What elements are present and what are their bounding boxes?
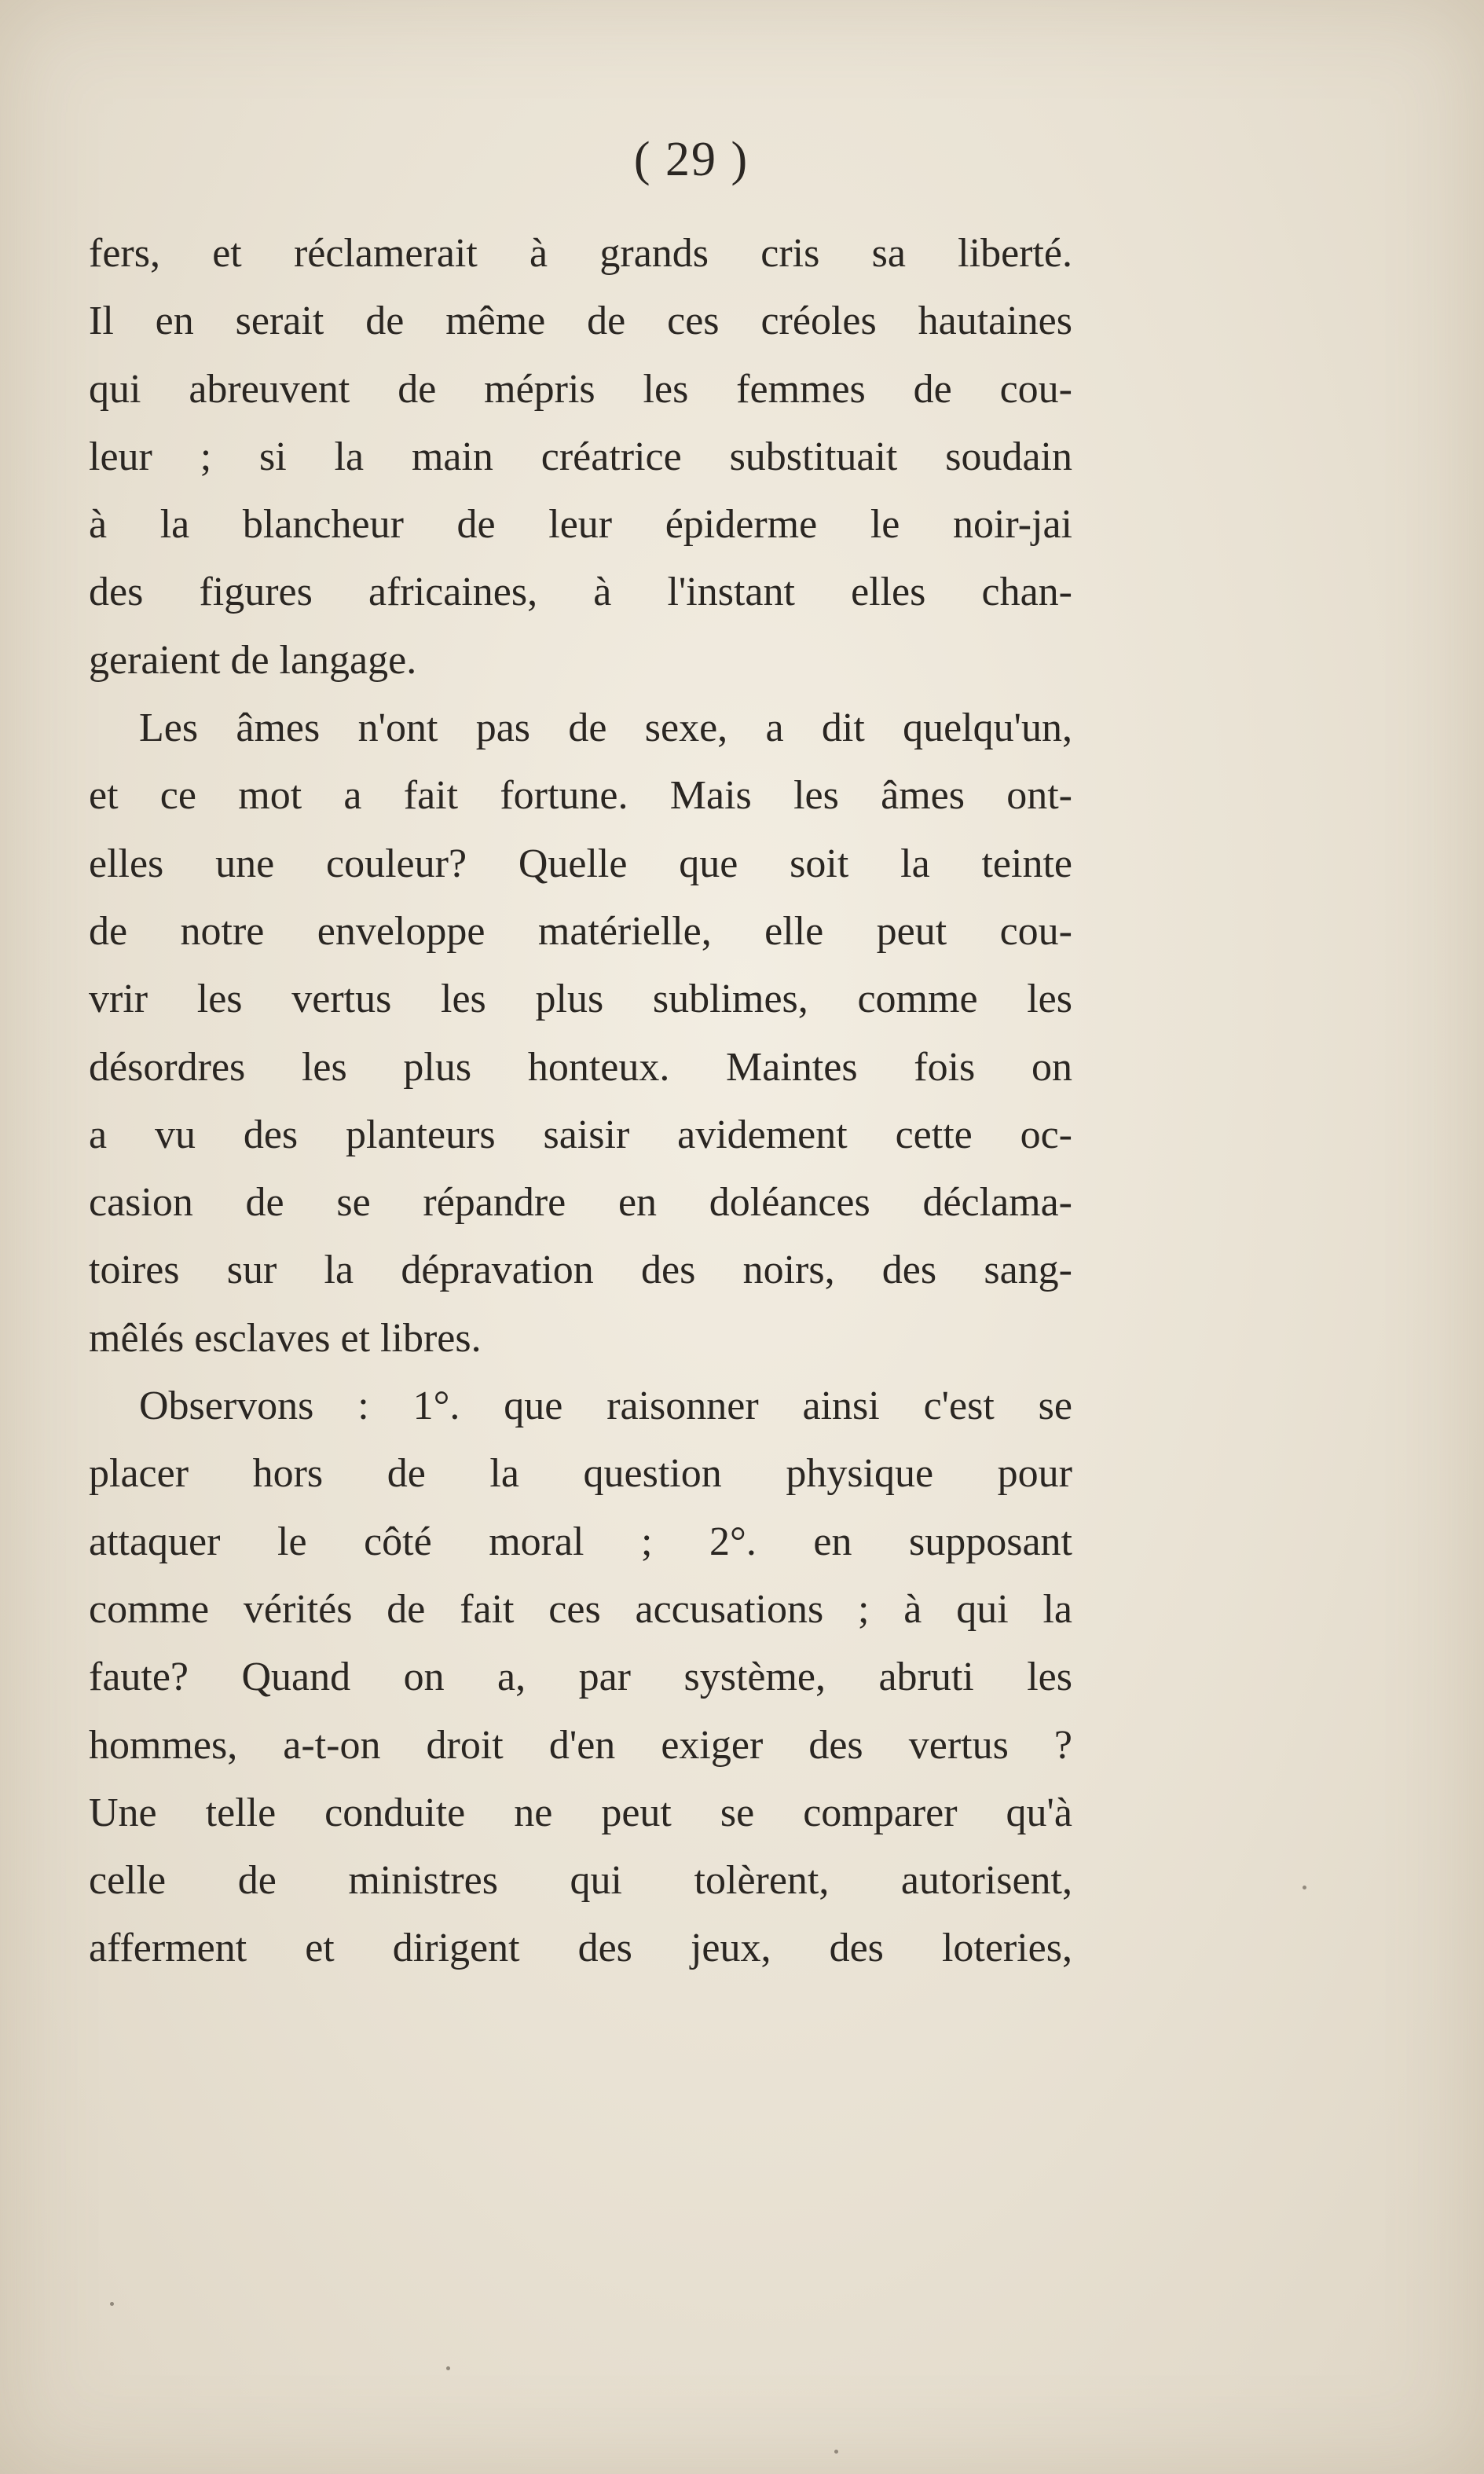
text-line: mêlés esclaves et libres. bbox=[89, 1315, 482, 1361]
text-line: des figures africaines, à l'instant elles chan- bbox=[89, 570, 1072, 615]
body-text bbox=[89, 220, 1072, 1983]
text-line: elles une couleur? Quelle que soit la teinte bbox=[89, 841, 1072, 886]
text-line: comme vérités de fait ces accusations ; à qui la bbox=[89, 1586, 1072, 1632]
text-line: vrir les vertus les plus sublimes, comme les bbox=[89, 977, 1072, 1022]
paper-speck bbox=[110, 2302, 114, 2306]
text-line: à la blancheur de leur épiderme le noir-jai bbox=[89, 502, 1072, 548]
text-line: geraient de langage. bbox=[89, 637, 417, 683]
text-line: de notre enveloppe matérielle, elle peut cou- bbox=[89, 908, 1072, 954]
paragraph-start-line: Les âmes n'ont pas de sexe, a dit quelqu'un, bbox=[139, 706, 1072, 751]
text-line: Une telle conduite ne peut se comparer qu'à bbox=[89, 1790, 1072, 1835]
paper-speck bbox=[446, 2366, 450, 2370]
text-line: faute? Quand on a, par système, abruti les bbox=[89, 1655, 1072, 1700]
text-line: placer hors de la question physique pour bbox=[89, 1451, 1072, 1497]
text-line: celle de ministres qui tolèrent, autorisent, bbox=[89, 1858, 1072, 1904]
text-line: toires sur la dépravation des noirs, des sang- bbox=[89, 1248, 1072, 1293]
text-line: a vu des planteurs saisir avidement cette oc- bbox=[89, 1112, 1072, 1157]
paper-speck bbox=[834, 2450, 838, 2454]
text-line: hommes, a-t-on droit d'en exiger des vertus ? bbox=[89, 1722, 1072, 1768]
text-line: leur ; si la main créatrice substituait soudain bbox=[89, 434, 1072, 479]
paragraph-start-line: Observons : 1°. que raisonner ainsi c'est se bbox=[139, 1384, 1072, 1429]
text-line: attaquer le côté moral ; 2°. en supposant bbox=[89, 1519, 1072, 1564]
text-line: casion de se répandre en doléances déclama- bbox=[89, 1180, 1072, 1226]
text-line: fers, et réclamerait à grands cris sa liberté. bbox=[89, 231, 1072, 276]
paper-speck bbox=[1303, 1886, 1306, 1889]
text-line: afferment et dirigent des jeux, des loteries, bbox=[89, 1926, 1072, 1971]
text-line: désordres les plus honteux. Maintes fois on bbox=[89, 1044, 1072, 1090]
page-number: ( 29 ) bbox=[633, 133, 749, 186]
text-line: qui abreuvent de mépris les femmes de cou- bbox=[89, 366, 1072, 412]
text-line: et ce mot a fait fortune. Mais les âmes ont- bbox=[89, 773, 1072, 819]
text-line: Il en serait de même de ces créoles hautaines bbox=[89, 299, 1072, 344]
